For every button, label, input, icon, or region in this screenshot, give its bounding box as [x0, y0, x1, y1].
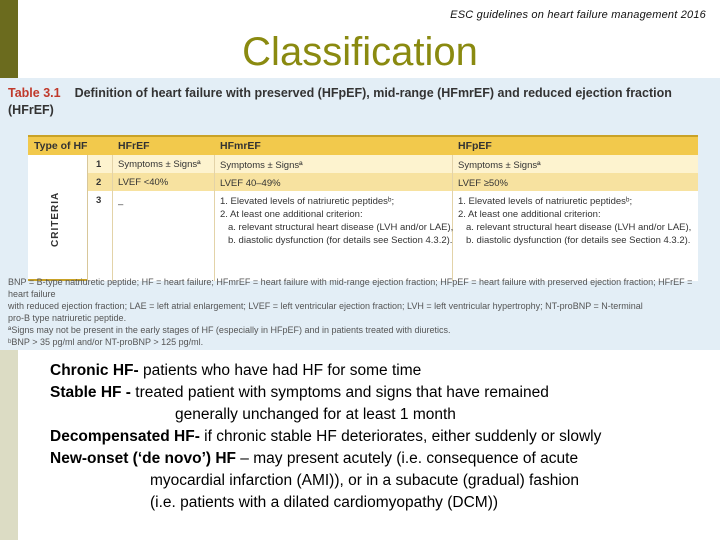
definition-text: if chronic stable HF deteriorates, either suddenly or slowly: [199, 428, 602, 445]
table-row: [88, 173, 698, 191]
cell-line: 1. Elevated levels of natriuretic peptidesᵇ;: [458, 196, 633, 207]
cell-hfpef: Symptoms ± Signsª: [458, 160, 541, 171]
header-hfpef: HFpEF: [458, 140, 492, 152]
cell-line: b. diastolic dysfunction (for details see Section 4.3.2).: [228, 235, 453, 246]
header-hfmref: HFmrEF: [220, 140, 261, 152]
footnote-line: pro-B type natriuretic peptide.: [8, 313, 127, 323]
cell-line: a. relevant structural heart disease (LVH and/or LAE),: [466, 222, 692, 233]
table-footnotes: [8, 276, 712, 348]
footnote-line: BNP = B-type natriuretic peptide; HF = heart failure; HFmrEF = heart failure with mid-range ejection fraction; HFpEF = heart failure with preserved ejection fraction; HFrEF = heart failure: [8, 277, 693, 299]
definition-text: patients who have had HF for some time: [138, 362, 422, 379]
table-caption: [8, 85, 708, 119]
definition-term: Decompensated HF-: [50, 428, 200, 445]
definition-text: treated patient with symptoms and signs that have remained: [130, 384, 549, 401]
criteria-column: [28, 155, 88, 281]
cell-hfpef: [458, 195, 691, 247]
footnote-line: with reduced ejection fraction; LAE = left atrial enlargement; LVEF = left ventricular ejection fraction; LVH = left ventricular hypertrophy; NT-proBNP = N-terminal: [8, 301, 643, 311]
row-number: 3: [96, 195, 102, 206]
table-row: [88, 155, 698, 173]
row-number: 2: [96, 177, 102, 188]
definition-continuation: (i.e. patients with a dilated cardiomyopathy (DCM)): [150, 494, 499, 511]
definition-continuation: generally unchanged for at least 1 month: [175, 406, 456, 423]
table-header-row: [28, 137, 698, 155]
footnote-line: ªSigns may not be present in the early stages of HF (especially in HFpEF) and in patients treated with diuretics.: [8, 325, 451, 335]
cell-hfpef: LVEF ≥50%: [458, 178, 508, 189]
definition-chronic-hf: [50, 360, 710, 382]
header-note: ESC guidelines on heart failure management 2016: [450, 9, 706, 21]
cell-hfref: Symptoms ± Signsª: [118, 159, 201, 170]
table-figure: [0, 78, 720, 350]
definition-term: Stable HF -: [50, 384, 131, 401]
definition-continuation: myocardial infarction (AMI)), or in a subacute (gradual) fashion: [150, 472, 580, 489]
table-row: [88, 191, 698, 281]
criteria-label: CRITERIA: [50, 191, 61, 247]
cell-line: 2. At least one additional criterion:: [458, 209, 601, 220]
table-caption-number: Table 3.1: [8, 86, 61, 100]
definition-term: Chronic HF-: [50, 362, 139, 379]
definition-text: – may present acutely (i.e. consequence of acute: [236, 450, 579, 467]
definition-table: [28, 135, 698, 281]
slide-title: Classification: [242, 30, 478, 74]
cell-line: 1. Elevated levels of natriuretic peptidesᵇ;: [220, 196, 395, 207]
cell-line: b. diastolic dysfunction (for details see Section 4.3.2).: [466, 235, 691, 246]
definition-stable-hf: [50, 382, 710, 404]
cell-hfmref: LVEF 40–49%: [220, 178, 281, 189]
cell-hfmref: [220, 195, 453, 247]
definitions-list: [50, 360, 710, 514]
cell-line: a. relevant structural heart disease (LVH and/or LAE),: [228, 222, 454, 233]
header-hfref: HFrEF: [118, 140, 150, 152]
cell-hfmref: Symptoms ± Signsª: [220, 160, 303, 171]
header-type-of-hf: Type of HF: [34, 140, 88, 152]
definition-decompensated-hf: [50, 426, 710, 448]
row-number: 1: [96, 159, 102, 170]
footnote-line: ᵇBNP > 35 pg/ml and/or NT-proBNP > 125 pg/ml.: [8, 337, 204, 347]
definition-term: New-onset (‘de novo’) HF: [50, 450, 236, 467]
cell-hfref: –: [118, 199, 124, 210]
cell-hfref: LVEF <40%: [118, 177, 169, 188]
table-caption-text: Definition of heart failure with preserved (HFpEF), mid-range (HFmrEF) and reduced ejection fraction (HFrEF): [8, 86, 672, 117]
definition-new-onset-hf: [50, 448, 710, 470]
cell-line: 2. At least one additional criterion:: [220, 209, 363, 220]
